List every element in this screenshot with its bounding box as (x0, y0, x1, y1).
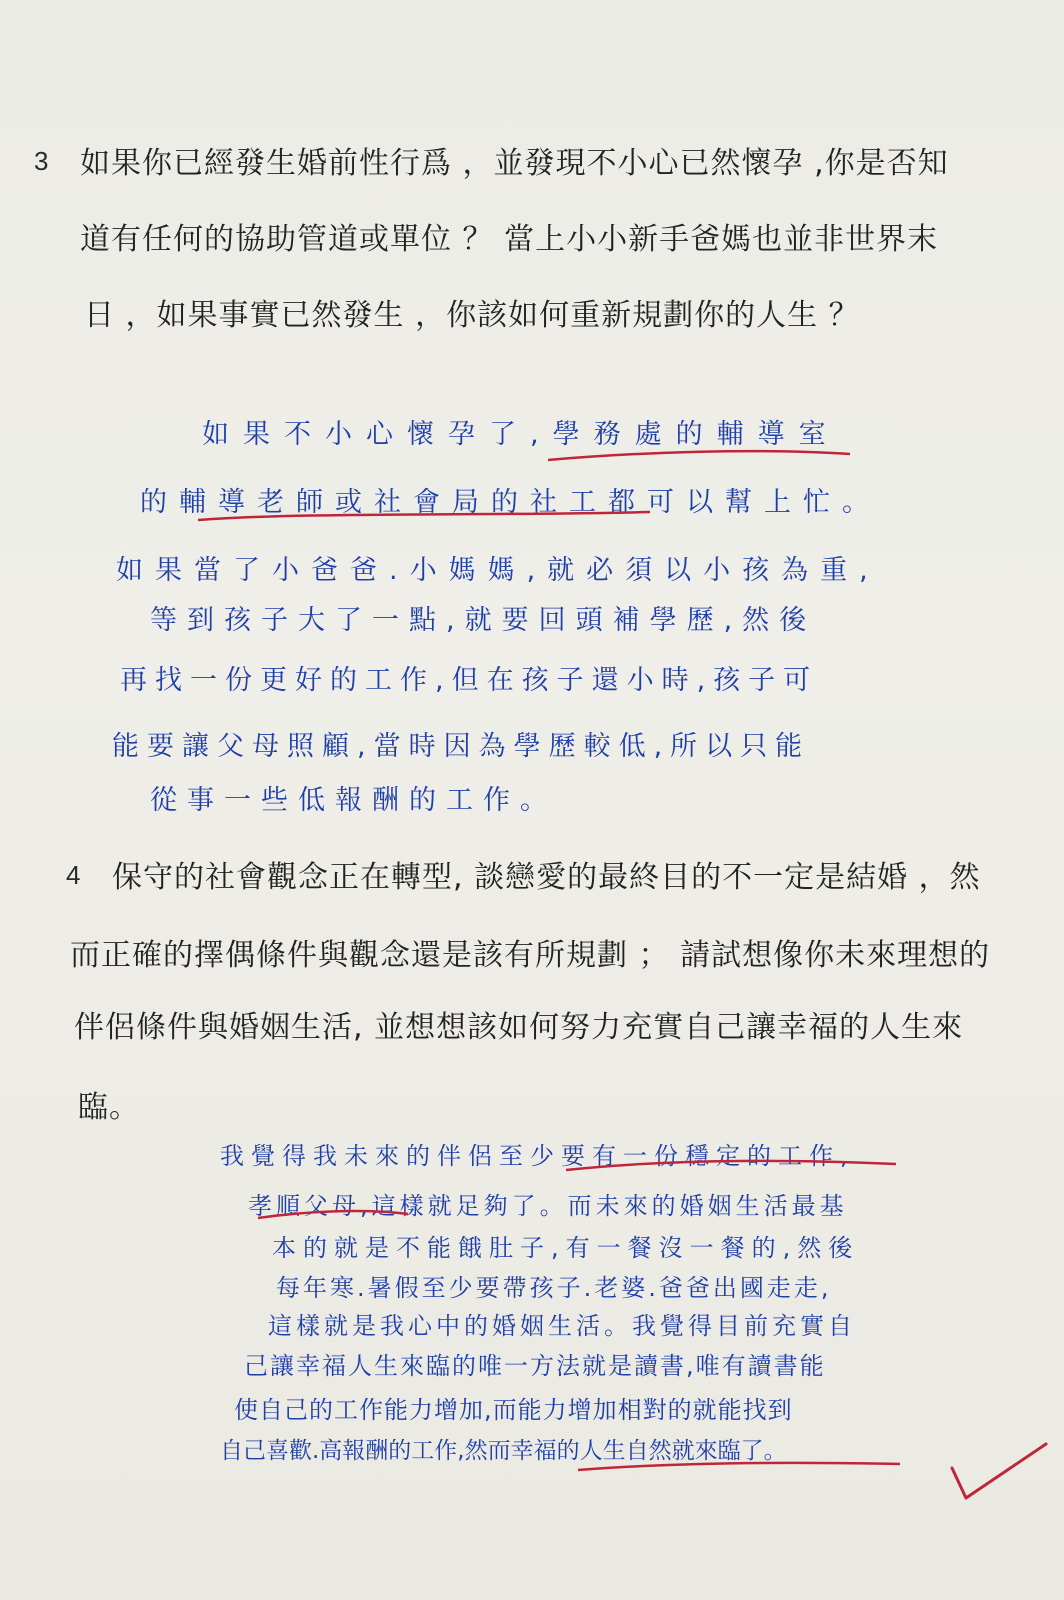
answer-4-line-2: 孝順父母,這樣就足夠了。而未來的婚姻生活最基 (248, 1192, 848, 1220)
answer-4-line-8: 自己喜歡.高報酬的工作,然而幸福的人生自然就來臨了。 (220, 1438, 787, 1464)
question-4-line-1: 保守的社會觀念正在轉型, 談戀愛的最終目的不一定是結婚 ，然 (112, 860, 981, 895)
answer-4-line-3: 本的就是不能餓肚子,有一餐沒一餐的,然後 (272, 1234, 860, 1262)
question-3-line-1: 如果你已經發生婚前性行爲 ，並發現不小心已然懷孕 ,你是否知 (80, 146, 949, 181)
answer-3-line-2: 的輔導老師或社會局的社工都可以幫上忙。 (140, 487, 881, 518)
question-4-line-3: 伴侶條件與婚姻生活, 並想想該如何努力充實自己讓幸福的人生來 (74, 1010, 964, 1045)
checkmark-icon (952, 1444, 1046, 1498)
answer-4-line-7: 使自己的工作能力增加,而能力增加相對的就能找到 (234, 1396, 793, 1424)
question-4-line-2: 而正確的擇偶條件與觀念還是該有所規劃 ； 請試想像你未來理想的 (70, 938, 991, 973)
question-3-line-2: 道有任何的協助管道或單位 ？ 當上小小新手爸媽也並非世界末 (80, 222, 939, 257)
underline-answer-3-line-1 (548, 451, 850, 460)
question-3-line-3: 日 ，如果事實已然發生 ，你該如何重新規劃你的人生 ？ (84, 298, 860, 333)
answer-4-line-6: 己讓幸福人生來臨的唯一方法就是讀書,唯有讀書能 (244, 1352, 826, 1380)
answer-3-line-1: 如果不小心懷孕了,學務處的輔導室 (202, 419, 840, 450)
answer-3-line-6: 能要讓父母照顧,當時因為學歷較低,所以只能 (112, 731, 811, 762)
answer-4-line-5: 這樣就是我心中的婚姻生活。我覺得目前充實自 (268, 1312, 856, 1340)
answer-3-line-4: 等到孩子大了一點,就要回頭補學歷,然後 (150, 605, 817, 636)
answer-3-line-5: 再找一份更好的工作,但在孩子還小時,孩子可 (120, 665, 819, 696)
question-4-line-4: 臨。 (78, 1090, 140, 1125)
question-4-number: 4 (66, 860, 81, 890)
answer-3-line-3: 如果當了小爸爸.小媽媽,就必須以小孩為重, (116, 555, 880, 586)
answer-4-line-1: 我覺得我未來的伴侶至少要有一份穩定的工作, (220, 1142, 855, 1170)
answer-4-line-4: 每年寒.暑假至少要帶孩子.老婆.爸爸出國走走, (276, 1274, 832, 1302)
answer-3-line-7: 從事一些低報酬的工作。 (150, 785, 557, 816)
question-3-number: 3 (34, 146, 49, 176)
